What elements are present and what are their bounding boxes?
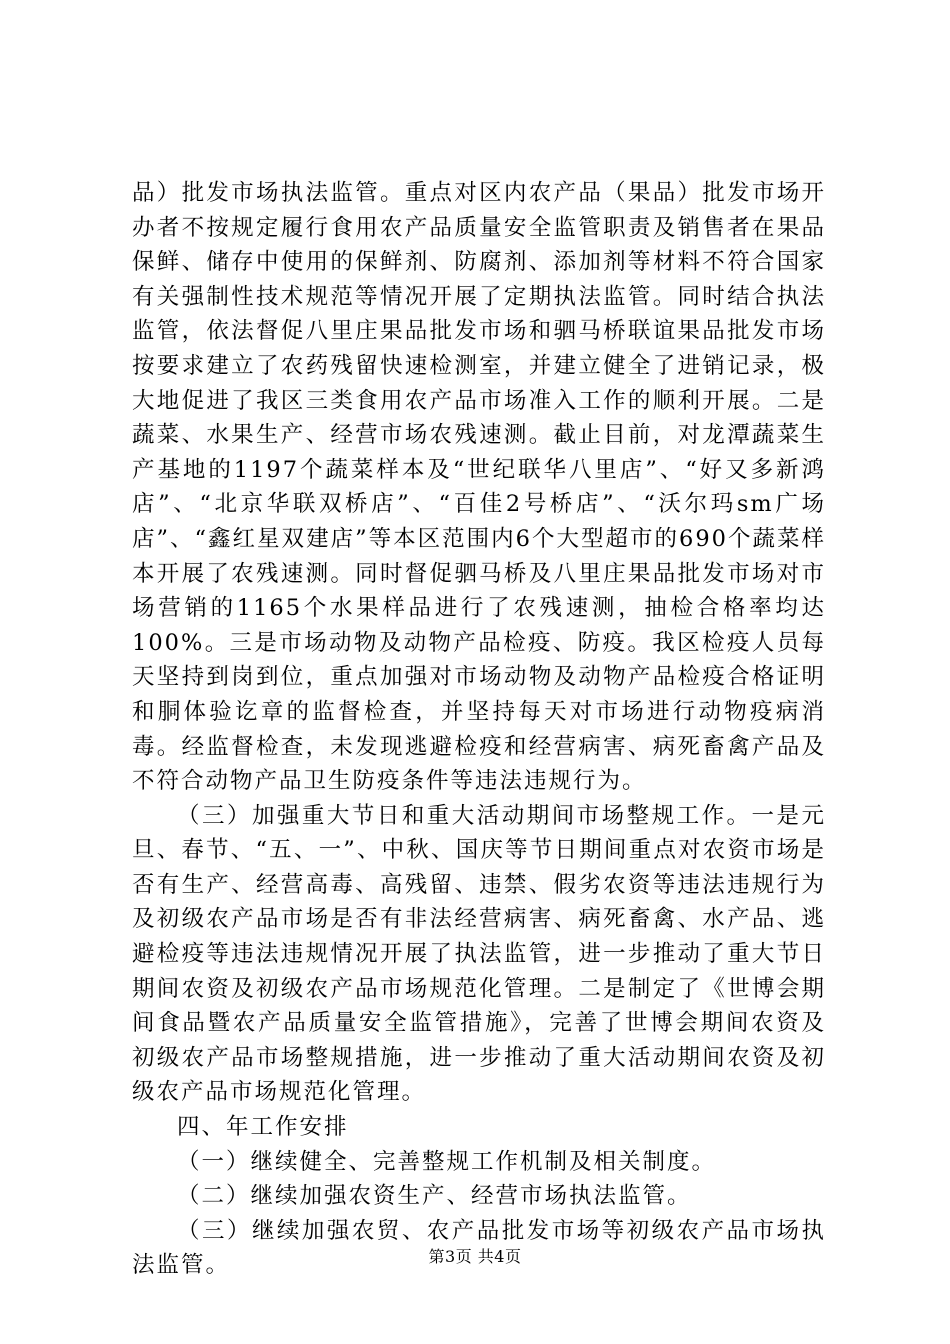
plan-item-2: （二）继续加强农资生产、经营市场执法监管。	[177, 1183, 692, 1210]
page-footer: 第3页 共4页	[428, 1247, 522, 1266]
paragraph-section-three: （三）加强重大节日和重大活动期间市场整规工作。一是元旦、春节、“五、一”、中秋、国庆等节日期间重点对农资市场是否有生产、经营高毒、高残留、违禁、假劣农资等违法违规行为及初级农产品市场是否有非法经营病害、病死畜禽、水产品、逃避检疫等违法违规情况开展了执法监管，进一步推动了重大节日期间农资及初级农产品市场规范化管理。二是制定了《世博会期间食品暨农产品质量安全监管措施》，完善了世博会期间农资及初级农产品市场整规措施，进一步推动了重大活动期间农资及初级农产品市场规范化管理。	[132, 802, 826, 1106]
plan-item-1: （一）继续健全、完善整规工作机制及相关制度。	[177, 1148, 717, 1175]
document-body	[132, 176, 826, 1283]
paragraph-continued: 品）批发市场执法监管。重点对区内农产品（果品）批发市场开办者不按规定履行食用农产品质量安全监管职责及销售者在果品保鲜、储存中使用的保鲜剂、防腐剂、添加剂等材料不符合国家有关强制性技术规范等情况开展了定期执法监管。同时结合执法监管，依法督促八里庄果品批发市场和驷马桥联谊果品批发市场按要求建立了农药残留快速检测室，并建立健全了进销记录，极大地促进了我区三类食用农产品市场准入工作的顺利开展。二是蔬菜、水果生产、经营市场农残速测。截止目前，对龙潭蔬菜生产基地的1197个蔬菜样本及“世纪联华八里店”、“好又多新鸿店”、“北京华联双桥店”、“百佳2号桥店”、“沃尔玛sm广场店”、“鑫红星双建店”等本区范围内6个大型超市的690个蔬菜样本开展了农残速测。同时督促驷马桥及八里庄果品批发市场对市场营销的1165个水果样品进行了农残速测，抽检合格率均达100%。三是市场动物及动物产品检疫、防疫。我区检疫人员每天坚持到岗到位，重点加强对市场动物及动物产品检疫合格证明和胴体验讫章的监督检查，并坚持每天对市场进行动物疫病消毒。经监督检查，未发现逃避检疫和经营病害、病死畜禽产品及不符合动物产品卫生防疫条件等违法违规行为。	[132, 180, 826, 795]
plan-item-3: （三）继续加强农贸、农产品批发市场等初级农产品市场执法监管。	[132, 1217, 826, 1279]
heading-work-plan: 四、年工作安排	[177, 1114, 349, 1141]
